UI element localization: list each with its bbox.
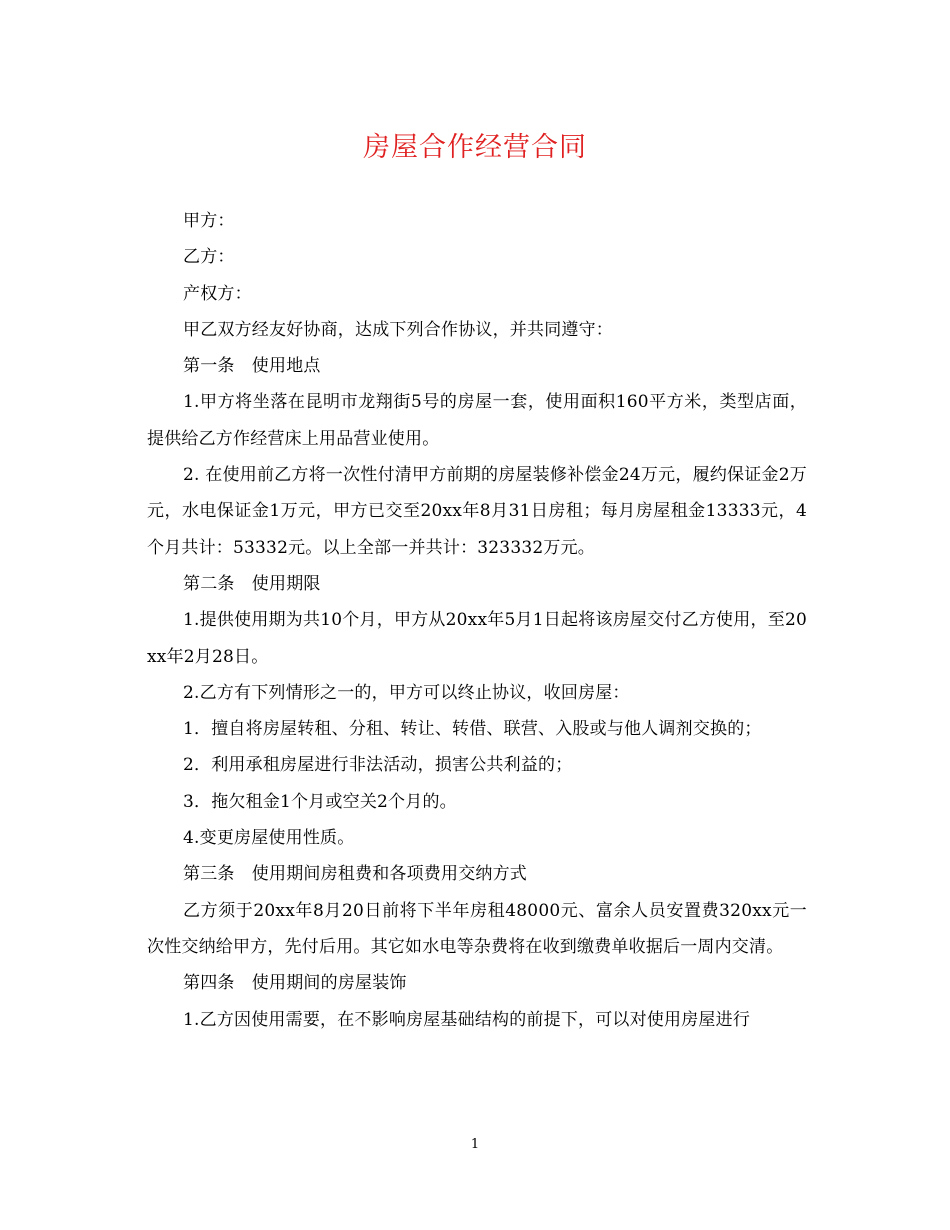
article-3-heading: 第三条 使用期间房租费和各项费用交纳方式 — [183, 864, 527, 885]
party-b-line: 乙方： — [183, 247, 235, 268]
party-a-line: 甲方： — [183, 211, 235, 231]
termination-item-3: 3．拖欠租金1个月或空关2个月的。 — [183, 791, 457, 812]
article-1-heading: 第一条 使用地点 — [183, 356, 321, 377]
article-1-clause-2: 2. 在使用前乙方将一次性付清甲方前期的房屋装修补偿金24万元，履约保证金2万元，水电保证金1万元，甲方已交至20xx年8月31日房租；每月房屋租金13333元，4个月共计：53332元。以上全部一并共计：323332万元。 — [147, 465, 807, 558]
preamble-paragraph: 甲乙双方经友好协商，达成下列合作协议，并共同遵守： — [183, 319, 613, 340]
article-1-clause-1: 1.甲方将坐落在昆明市龙翔街5号的房屋一套，使用面积160平方米，类型店面，提供给乙方作经营床上用品营业使用。 — [147, 392, 807, 449]
article-2-clause-1: 1.提供使用期为共10个月，甲方从20xx年5月1日起将该房屋交付乙方使用，至20xx年2月28日。 — [147, 610, 807, 667]
article-3-paragraph: 乙方须于20xx年8月20日前将下半年房租48000元、富余人员安置费320xx元一次性交纳给甲方，先付后用。其它如水电等杂费将在收到缴费单收据后一周内交清。 — [147, 900, 807, 957]
property-owner-line: 产权方： — [183, 283, 252, 304]
page-number: 1 — [470, 1137, 480, 1152]
termination-item-2: 2．利用承租房屋进行非法活动，损害公共利益的； — [183, 755, 573, 776]
article-2-heading: 第二条 使用期限 — [183, 573, 321, 594]
document-body — [147, 203, 807, 1038]
termination-item-4: 4.变更房屋使用性质。 — [183, 828, 355, 849]
termination-item-1: 1．擅自将房屋转租、分租、转让、转借、联营、入股或与他人调剂交换的； — [183, 719, 762, 740]
document-title: 房屋合作经营合同 — [363, 132, 587, 163]
article-2-clause-2: 2.乙方有下列情形之一的，甲方可以终止协议，收回房屋： — [183, 682, 630, 703]
article-4-clause-1: 1.乙方因使用需要，在不影响房屋基础结构的前提下，可以对使用房屋进行 — [183, 1009, 751, 1030]
article-4-heading: 第四条 使用期间的房屋装饰 — [183, 973, 407, 994]
